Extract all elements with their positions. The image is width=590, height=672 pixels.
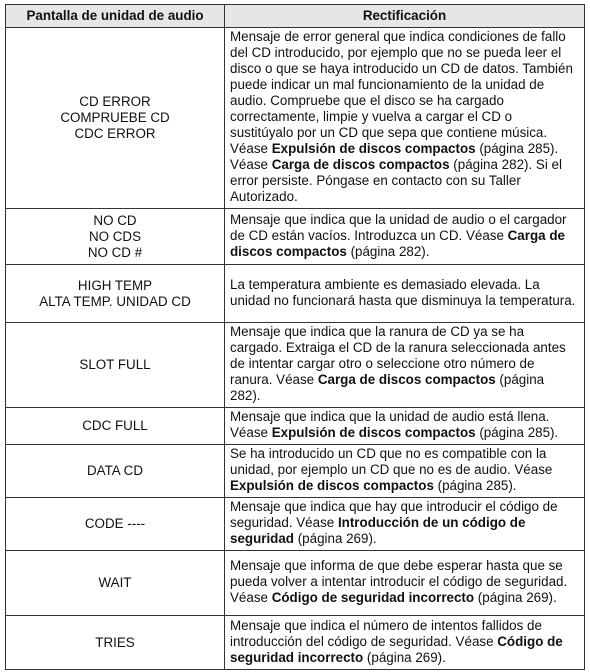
display-message-cell — [6, 408, 225, 445]
display-message-cell — [6, 265, 225, 323]
display-message: COMPRUEBE CD — [60, 110, 170, 125]
rectification-cell — [225, 209, 585, 265]
table-row — [6, 323, 585, 408]
display-message-cell — [6, 209, 225, 265]
table-row — [6, 445, 585, 498]
rectification-text: Se ha introducido un CD que no es compatible con la unidad, por ejemplo un CD que no es de audio. Véase — [230, 446, 553, 477]
rectification-text: (página 285). — [433, 478, 517, 493]
cross-reference-title: Código de seguridad incorrecto — [230, 633, 563, 665]
audio-display-table — [5, 4, 585, 670]
display-message: SLOT FULL — [79, 357, 151, 372]
rectification-cell — [225, 408, 585, 445]
display-message: DATA CD — [86, 463, 144, 478]
cross-reference-title: Código de seguridad incorrecto — [271, 590, 475, 605]
rectification-text: Mensaje que indica que hay que introducir el código de seguridad. Véase — [230, 499, 558, 530]
table-row — [6, 265, 585, 323]
rectification-cell — [225, 265, 585, 323]
display-message: WAIT — [98, 575, 132, 590]
display-message: ALTA TEMP. UNIDAD CD — [39, 293, 191, 309]
rectification-cell — [225, 323, 585, 408]
cross-reference-title: Expulsión de discos compactos — [230, 478, 434, 493]
rectification-text: (página 282). — [346, 243, 430, 259]
rectification-text: (página 269). — [363, 649, 446, 665]
header-display: Pantalla de unidad de audio — [6, 5, 225, 28]
cross-reference-title: Expulsión de discos compactos — [271, 141, 476, 156]
display-message: TRIES — [95, 634, 135, 650]
display-message: CDC ERROR — [74, 126, 156, 141]
display-message-cell — [6, 616, 225, 670]
table-row — [6, 551, 585, 616]
display-message: NO CDS — [88, 228, 142, 244]
table-row — [6, 408, 585, 445]
rectification-text: Mensaje que indica que la unidad de audio está llena. Véase — [230, 409, 550, 440]
rectification-text: Mensaje de error general que indica condiciones de fallo del CD introducido, por ejemplo que no se pueda leer el disco o que se haya introducido un CD de datos. También puede indicar un mal funcionamiento de la unidad de audio. Compruebe que el disco se ha cargado correctamente, limpie y vuelva a cargar el CD o sustitúyalo por un CD que sepa que contiene música. Véase — [230, 29, 573, 156]
cross-reference-title: Expulsión de discos compactos — [271, 425, 476, 440]
display-message-cell — [6, 498, 225, 551]
table-row — [6, 209, 585, 265]
rectification-text: (página 282). — [230, 372, 545, 403]
display-message-cell — [6, 551, 225, 616]
table-row — [6, 498, 585, 551]
rectification-text: (página 285). — [475, 425, 559, 440]
display-message-cell — [6, 445, 225, 498]
cross-reference-title: Introducción de un código de seguridad — [230, 515, 526, 546]
rectification-text: (página 285). Véase — [230, 141, 559, 172]
rectification-text: (página 269). — [294, 531, 377, 546]
rectification-text: Mensaje que informa de que debe esperar hasta que se pueda volver a intentar introducir el código de seguridad. Véase — [230, 558, 568, 605]
cross-reference-title: Carga de discos compactos — [317, 372, 496, 387]
header-rectification: Rectificación — [225, 5, 585, 28]
rectification-cell — [225, 28, 585, 209]
display-message: NO CD — [93, 212, 137, 228]
rectification-text: (página 282). Si el error persiste. Póngase en contacto con su Taller Autorizado. — [230, 157, 562, 204]
table-row — [6, 28, 585, 209]
rectification-text: Mensaje que indica que la unidad de audio o el cargador de CD están vacíos. Introduzca un CD. Véase — [230, 211, 567, 243]
rectification-text: La temperatura ambiente es demasiado elevada. La unidad no funcionará hasta que disminuya la temperatura. — [230, 276, 576, 308]
rectification-cell — [225, 616, 585, 670]
display-message: CDC FULL — [82, 418, 148, 433]
rectification-cell — [225, 445, 585, 498]
table-header-row — [6, 5, 585, 28]
rectification-text: (página 269). — [474, 590, 557, 605]
display-message: HIGH TEMP — [77, 277, 153, 293]
display-message-cell — [6, 28, 225, 209]
display-message: NO CD # — [87, 244, 143, 260]
rectification-cell — [225, 498, 585, 551]
cross-reference-title: Carga de discos compactos — [271, 157, 450, 172]
rectification-text: Mensaje que indica que la ranura de CD ya se ha cargado. Extraiga el CD de la ranura seleccionada antes de intentar cargar otro o seleccione otro número de ranura. Véase — [230, 324, 566, 387]
display-message: CODE ---- — [84, 516, 146, 531]
table-row — [6, 616, 585, 670]
display-message-cell — [6, 323, 225, 408]
cross-reference-title: Carga de discos compactos — [230, 227, 565, 259]
rectification-text: Mensaje que indica el número de intentos fallidos de introducción del código de seguridad. Véase — [230, 617, 542, 649]
display-message: CD ERROR — [79, 94, 151, 109]
rectification-cell — [225, 551, 585, 616]
